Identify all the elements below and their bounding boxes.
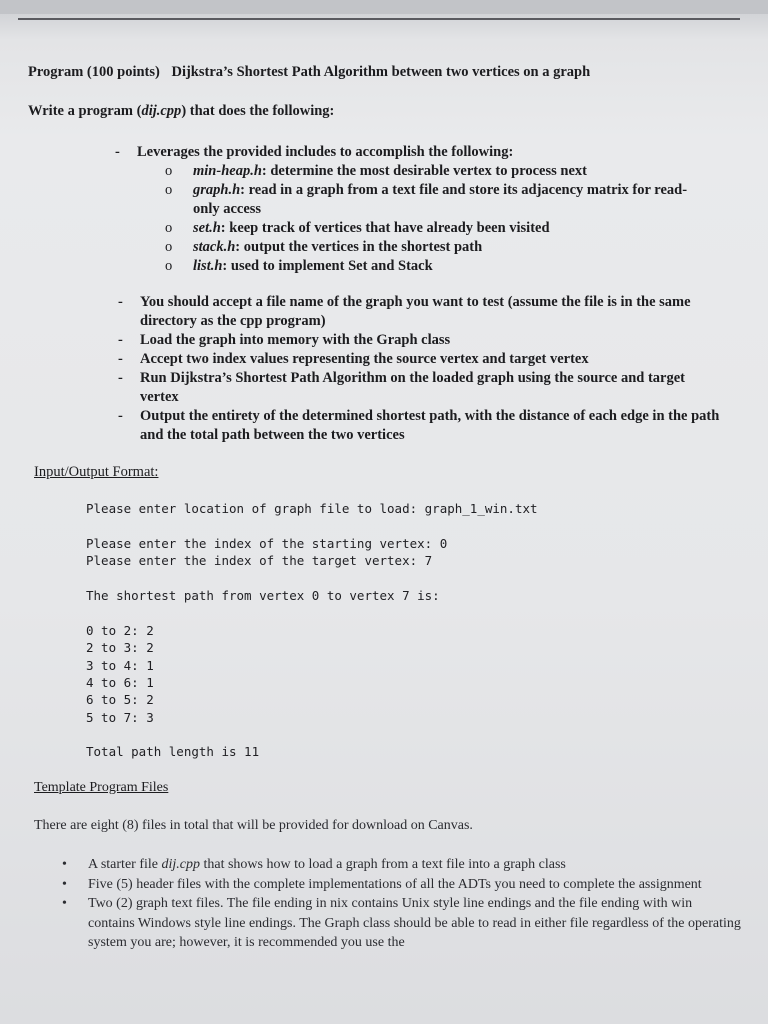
template-heading: Template Program Files — [34, 780, 169, 795]
list-item — [62, 855, 742, 875]
list-item — [165, 238, 713, 257]
bullet-dot: • — [62, 876, 67, 892]
load-prompt: Please enter location of graph file to load: graph_1_win.txt — [86, 501, 538, 516]
requirement-text: Run Dijkstra’s Shortest Path Algorithm on the loaded graph using the source and target vertex — [140, 370, 685, 405]
item-text: A starter file — [88, 857, 162, 872]
total-length: Total path length is 11 — [86, 744, 260, 759]
list-item — [165, 257, 713, 276]
title-text: Dijkstra’s Shortest Path Algorithm between two vertices on a graph — [171, 64, 591, 80]
include-desc: : determine the most desirable vertex to process next — [261, 163, 587, 179]
path-line: 0 to 2: 2 — [86, 623, 154, 638]
circle-bullet: o — [165, 220, 173, 236]
requirement-text: You should accept a file name of the graph you want to test (assume the file is in the same directory as the cpp program) — [140, 294, 691, 329]
item-text: Two (2) graph text files. The file ending in nix contains Unix style line endings and the file ending with win contains Windows style line endings. The Graph class should be able to read in either file regardless of the operating system you are; however, it is recommended you use the — [88, 896, 741, 950]
requirement-text: Load the graph into memory with the Graph class — [140, 332, 451, 348]
circle-bullet: o — [165, 258, 173, 274]
include-desc: : used to implement Set and Stack — [222, 258, 433, 274]
page-top-shadow — [0, 0, 768, 14]
list-item — [165, 219, 713, 238]
requirement-item — [118, 293, 720, 331]
circle-bullet: o — [165, 163, 173, 179]
include-name: graph.h — [193, 182, 241, 198]
list-item — [62, 894, 742, 953]
leverages-section — [115, 143, 737, 276]
start-prompt: Please enter the index of the starting vertex: 0 — [86, 536, 448, 551]
include-name: stack.h — [193, 239, 236, 255]
template-files-list — [62, 855, 742, 953]
page-title — [28, 64, 590, 81]
target-prompt: Please enter the index of the target vertex: 7 — [86, 553, 433, 568]
item-text: Five (5) header files with the complete implementations of all the ADTs you need to complete the assignment — [88, 876, 702, 892]
include-name: list.h — [193, 258, 223, 274]
result-header: The shortest path from vertex 0 to vertex 7 is: — [86, 588, 440, 603]
horizontal-rule — [18, 18, 740, 20]
path-line: 3 to 4: 1 — [86, 657, 154, 673]
list-item — [62, 875, 742, 895]
io-format-heading: Input/Output Format: — [34, 464, 159, 480]
requirement-item — [118, 407, 720, 445]
include-desc: : read in a graph from a text file and store its adjacency matrix for read-only access — [193, 182, 688, 217]
intro-after: ) that does the following: — [181, 103, 335, 119]
list-item — [165, 181, 713, 219]
bullet-dot: • — [62, 896, 67, 911]
dash-marker: - — [118, 408, 123, 424]
circle-bullet: o — [165, 182, 173, 198]
path-line: 2 to 3: 2 — [86, 640, 154, 656]
dash-marker: - — [118, 351, 123, 367]
include-name: min-heap.h — [193, 163, 262, 179]
dash-marker: - — [115, 144, 120, 160]
list-item — [165, 162, 713, 181]
requirement-item — [118, 369, 720, 407]
dash-marker: - — [118, 294, 123, 310]
requirement-item — [118, 331, 720, 350]
circle-bullet: o — [165, 239, 173, 255]
include-desc: : keep track of vertices that have already been visited — [220, 220, 550, 236]
item-text-after: that shows how to load a graph from a text file into a graph class — [199, 857, 566, 872]
requirements-list — [118, 293, 720, 445]
leverages-label: Leverages the provided includes to accomplish the following: — [137, 144, 514, 160]
item-filename: dij.cpp — [161, 857, 200, 872]
include-name: set.h — [193, 220, 221, 236]
points-label: Program (100 points) — [28, 64, 160, 80]
includes-list — [165, 162, 713, 276]
bullet-dot: • — [62, 857, 67, 872]
requirement-text: Accept two index values representing the source vertex and target vertex — [140, 351, 589, 367]
requirement-item — [118, 350, 720, 369]
include-desc: : output the vertices in the shortest path — [235, 239, 483, 255]
leverages-item — [115, 143, 737, 162]
intro-before: Write a program ( — [28, 103, 142, 119]
dash-marker: - — [118, 332, 123, 348]
path-line: 5 to 7: 3 — [86, 709, 154, 725]
intro-filename: dij.cpp — [141, 103, 182, 119]
path-line: 6 to 5: 2 — [86, 692, 154, 708]
intro-line — [28, 103, 334, 120]
path-line: 4 to 6: 1 — [86, 674, 154, 690]
template-intro: There are eight (8) files in total that will be provided for download on Canvas. — [34, 818, 473, 833]
dash-marker: - — [118, 370, 123, 386]
requirement-text: Output the entirety of the determined shortest path, with the distance of each edge in the path and the total path between the two vertices — [140, 408, 720, 443]
